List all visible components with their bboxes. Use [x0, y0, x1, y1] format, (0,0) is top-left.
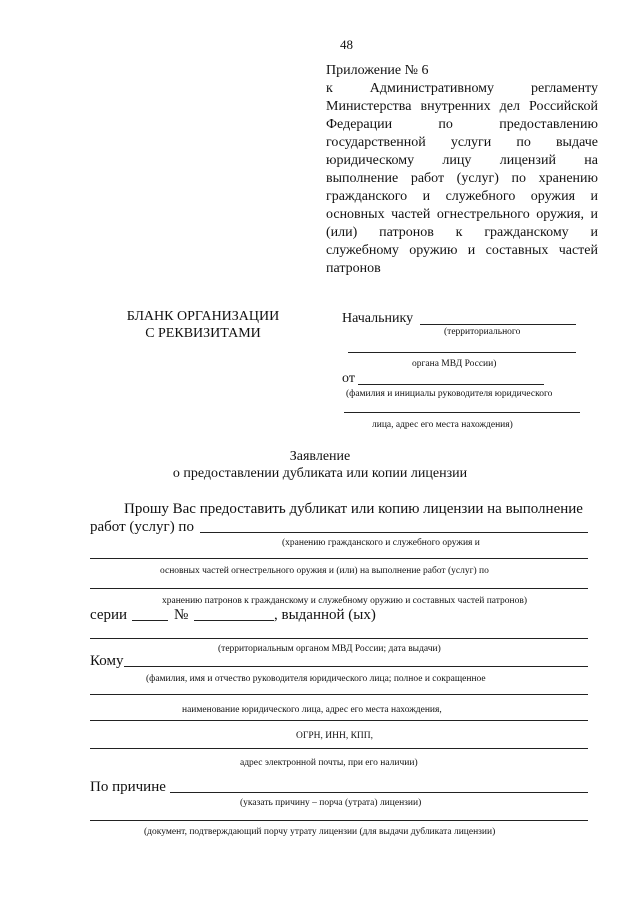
to-label: Кому [90, 653, 124, 669]
works-label: работ (услуг) по [90, 519, 194, 535]
statement-subtitle: о предоставлении дубликата или копии лицензии [172, 466, 468, 481]
from-label: от [342, 371, 355, 386]
organ-caption: органа МВД России) [412, 359, 497, 369]
works-line[interactable] [200, 532, 588, 533]
appendix-block [326, 62, 598, 278]
caption-works-3: хранению патронов к гражданскому и служебному оружию и составных частей патронов) [162, 596, 528, 606]
to-line[interactable] [124, 666, 588, 667]
caption-to-1: (фамилия, имя и отчество руководителя юридического лица; полное и сокращенное [146, 674, 486, 684]
series-field[interactable] [132, 620, 168, 621]
to-line-2[interactable] [90, 694, 588, 695]
number-field[interactable] [194, 620, 274, 621]
caption-reason: (указать причину – порча (утрата) лицензии) [240, 798, 422, 808]
page-number: 48 [340, 37, 353, 52]
to-line-3[interactable] [90, 720, 588, 721]
works-line-3[interactable] [90, 588, 588, 589]
chief-caption: (территориального [444, 327, 521, 337]
document-line[interactable] [90, 820, 588, 821]
caption-works-2: основных частей огнестрельного оружия и (или) на выполнение работ (услуг) по [160, 566, 489, 576]
chief-line[interactable] [420, 324, 576, 325]
address-caption: лица, адрес его места нахождения) [372, 420, 513, 430]
from-caption: (фамилия и инициалы руководителя юридического [346, 389, 553, 399]
statement-title: Заявление [289, 449, 351, 464]
caption-works-1: (хранению гражданского и служебного оружия и [282, 538, 480, 548]
caption-to-4: адрес электронной почты, при его наличии) [240, 758, 418, 768]
org-blank-line1: БЛАНК ОРГАНИЗАЦИИ [126, 309, 280, 324]
number-label: № [174, 607, 189, 623]
organ-line[interactable] [348, 352, 576, 353]
request-intro: Прошу Вас предоставить дубликат или копию лицензии на выполнение [124, 501, 583, 517]
from-line[interactable] [358, 384, 544, 385]
address-line[interactable] [344, 412, 580, 413]
chief-label: Начальнику [342, 311, 414, 326]
org-blank-label [108, 308, 298, 342]
caption-issued: (территориальным органом МВД России; дата выдачи) [218, 644, 441, 654]
works-line-2[interactable] [90, 558, 588, 559]
issued-label: , выданной (ых) [274, 607, 376, 623]
issued-by-line[interactable] [90, 638, 588, 639]
appendix-text: к Административному регламенту Министерства внутренних дел Российской Федерации по предоставлению государственной услуги по выдаче юридическому лицу лицензий на выполнение работ (услуг) по хранению гражданского и служебного оружия и основных частей огнестрельного оружия, и (или) патронов к гражданскому и служебному оружию и составных частей патронов [326, 81, 598, 276]
caption-to-3: ОГРН, ИНН, КПП, [296, 731, 374, 741]
caption-to-2: наименование юридического лица, адрес его места нахождения, [182, 705, 442, 715]
series-label: серии [90, 607, 128, 623]
reason-line[interactable] [170, 792, 588, 793]
appendix-heading: Приложение № 6 [326, 63, 429, 78]
caption-document: (документ, подтверждающий порчу утрату лицензии (для выдачи дубликата лицензии) [144, 827, 496, 837]
reason-label: По причине [90, 779, 166, 795]
org-blank-line2: С РЕКВИЗИТАМИ [145, 326, 261, 341]
to-line-4[interactable] [90, 748, 588, 749]
